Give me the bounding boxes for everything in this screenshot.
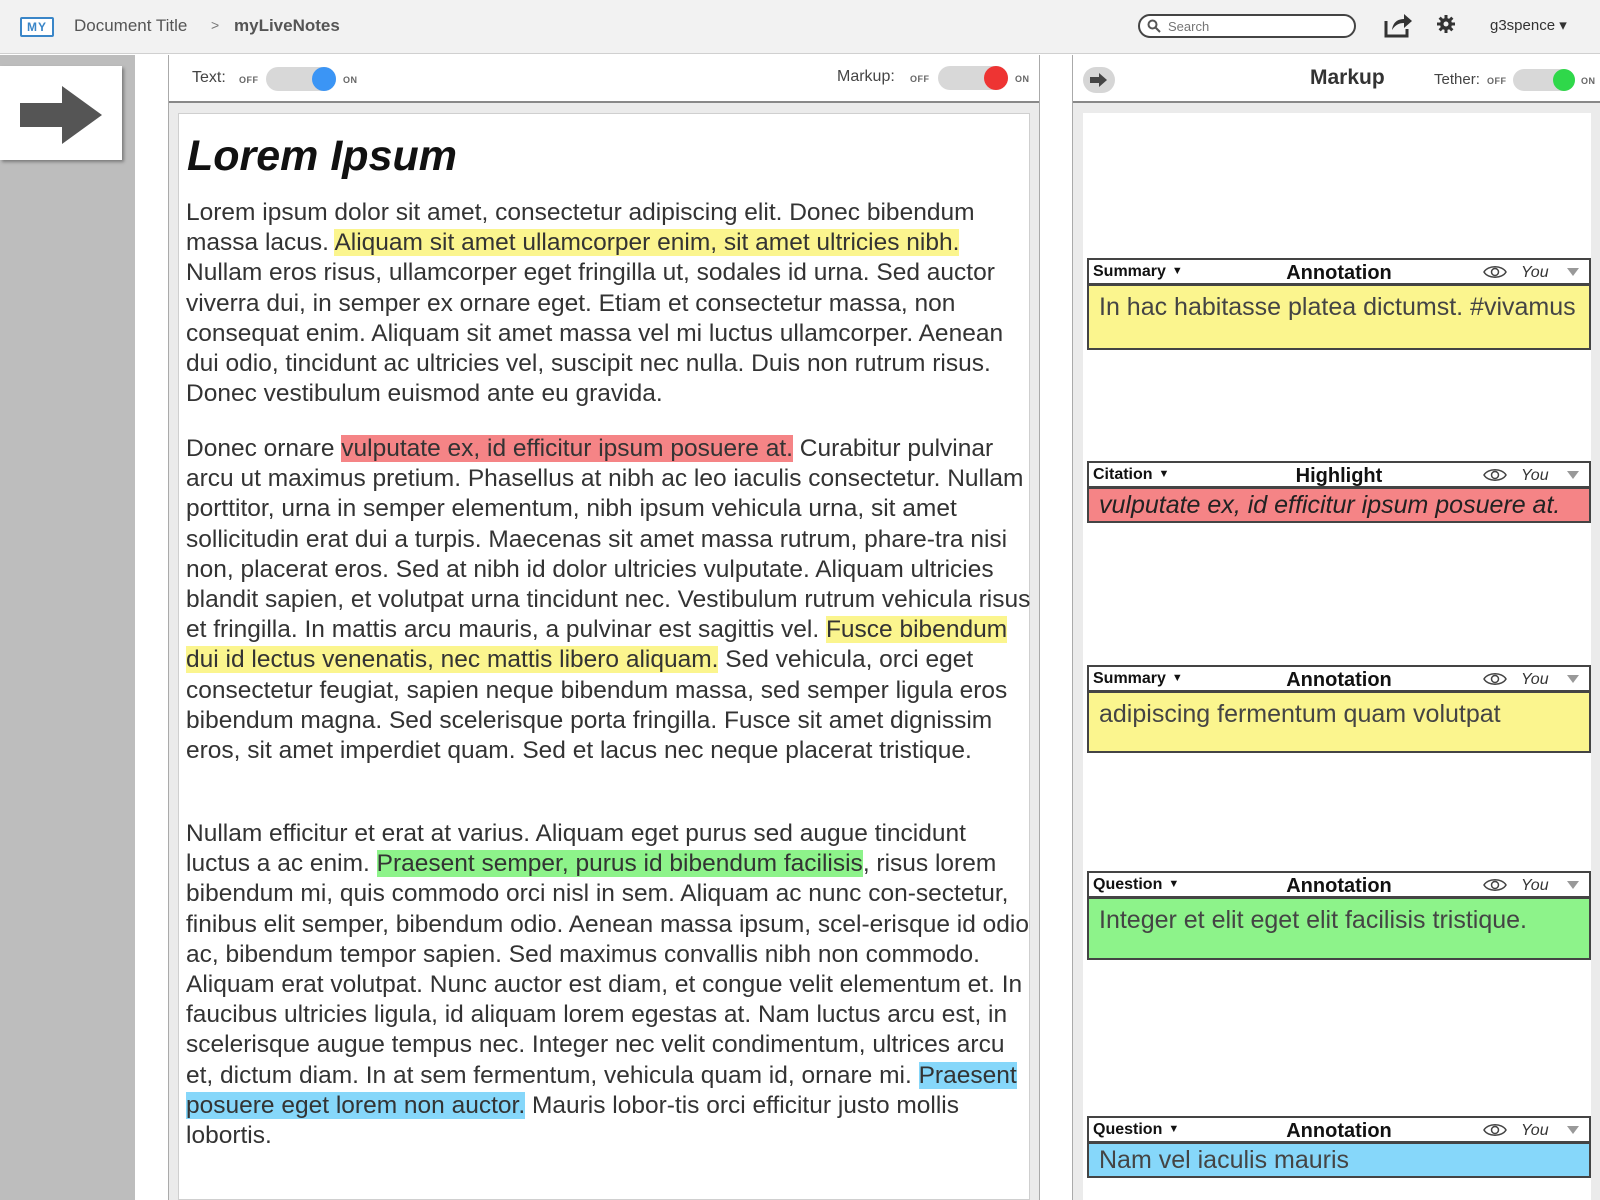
annotation-type-label: Citation xyxy=(1093,466,1153,483)
annotation-type-label: Summary xyxy=(1093,263,1166,280)
annotation-type-label: Question xyxy=(1093,876,1163,893)
annotation-type-dropdown[interactable] xyxy=(1093,670,1183,688)
breadcrumb-document-title[interactable]: Document Title xyxy=(74,16,188,35)
document-page xyxy=(178,113,1030,1200)
highlight-blue[interactable]: Praesent posuere eget lorem non auctor. xyxy=(186,1061,1017,1119)
text-span: Lorem ipsum dolor sit amet, consectetur adipiscing elit. Donec bibendum massa lacus. xyxy=(186,199,975,257)
annotation-card xyxy=(1087,461,1591,523)
app-logo[interactable]: MY xyxy=(20,17,54,37)
markup-toggle-on-label: ON xyxy=(1015,74,1030,84)
caret-down-icon: ▼ xyxy=(1168,1123,1180,1135)
breadcrumb-separator: > xyxy=(211,17,220,33)
annotation-header xyxy=(1087,1116,1591,1142)
document-title: Lorem Ipsum xyxy=(187,132,457,180)
arrow-right-icon xyxy=(20,86,102,144)
markup-toolbar xyxy=(1073,55,1600,103)
text-toggle-knob xyxy=(312,67,336,91)
collapse-markup-button[interactable] xyxy=(1083,67,1115,93)
highlight-red[interactable]: vulputate ex, id efficitur ipsum posuere at. xyxy=(341,435,793,462)
annotation-author[interactable]: You xyxy=(1521,671,1549,688)
annotation-header xyxy=(1087,665,1591,691)
eye-icon[interactable] xyxy=(1483,468,1507,482)
paragraph-1 xyxy=(186,198,1031,409)
annotation-type-dropdown[interactable] xyxy=(1093,466,1169,484)
text-span: Sed vehicula, orci eget consectetur feugiat, sapien neque bibendum massa, sed semper ligula eros bibendum magna. Sed scelerisque porta fringilla. Fusce sit amet dignissim eros, sit amet imperdiet quam. Sed et lacus nec neque placerat tristique. xyxy=(186,646,1008,765)
tether-toggle-on-label: ON xyxy=(1581,76,1596,86)
annotation-header xyxy=(1087,258,1591,284)
annotation-kind: Annotation xyxy=(1286,1120,1392,1142)
caret-down-icon: ▼ xyxy=(1171,672,1183,684)
markup-toggle-label: Markup: xyxy=(837,68,895,85)
highlight-yellow[interactable]: Fusce bibendum dui id lectus venenatis, nec mattis libero aliquam. xyxy=(186,616,1008,674)
expand-sidebar-button[interactable] xyxy=(0,66,122,160)
markup-list xyxy=(1083,113,1591,1200)
text-toggle[interactable] xyxy=(266,67,336,91)
text-toggle-label: Text: xyxy=(192,69,226,86)
text-toggle-off-label: OFF xyxy=(239,75,259,85)
top-bar xyxy=(0,0,1600,54)
markup-toggle[interactable] xyxy=(938,66,1008,90)
annotation-header xyxy=(1087,871,1591,897)
caret-down-icon: ▼ xyxy=(1158,468,1170,480)
paragraph-3 xyxy=(186,819,1031,1151)
text-span: Nullam eros risus, ullamcorper eget fringilla ut, sodales id urna. Sed auctor viverra dui, in semper ex ornare eget. Etiam et consectetur massa, non consequat enim. Aliquam sit amet massa vel mi luctus ullamcorper. Aenean dui odio, tincidunt ac ultricies vel, suscipit nec nulla. Duis non rutrum risus. Donec vestibulum euismod ante eu gravida. xyxy=(186,259,1004,408)
tether-toggle-label: Tether: xyxy=(1434,71,1480,88)
markup-panel xyxy=(1072,55,1600,1200)
highlight-yellow[interactable]: Aliquam sit amet ullamcorper enim, sit amet ultricies nibh. xyxy=(334,229,960,257)
text-span: Mauris lobor-tis orci efficitur justo mollis lobortis. xyxy=(186,1091,959,1150)
annotation-text[interactable]: vulputate ex, id efficitur ipsum posuere at. xyxy=(1087,487,1591,523)
chevron-down-icon[interactable] xyxy=(1567,268,1579,276)
annotation-text[interactable]: In hac habitasse platea dictumst. #vivamus xyxy=(1087,284,1591,350)
document-panel xyxy=(168,55,1040,1200)
annotation-type-dropdown[interactable] xyxy=(1093,1121,1179,1139)
gear-icon[interactable] xyxy=(1436,14,1456,34)
annotation-type-dropdown[interactable] xyxy=(1093,876,1179,894)
annotation-card xyxy=(1087,1116,1591,1178)
text-span: Donec ornare xyxy=(186,435,342,462)
search-icon xyxy=(1147,19,1161,33)
markup-toggle-off-label: OFF xyxy=(910,74,930,84)
document-toolbar xyxy=(169,55,1039,103)
search-input[interactable] xyxy=(1168,18,1348,35)
annotation-text[interactable]: Nam vel iaculis mauris xyxy=(1087,1142,1591,1178)
text-toggle-on-label: ON xyxy=(343,75,358,85)
annotation-author[interactable]: You xyxy=(1521,467,1549,484)
text-span: , risus lorem bibendum mi, quis commodo orci nisl in sem. Aliquam ac nunc con-sectetur, finibus elit semper, bibendum odio. Aenean massa ipsum, scel-erisque id odio ac, bibendum tempor sapien. Sed maximus convallis nibh non commodo. Aliquam erat volutpat. Nunc auctor est diam, et congue velit elementum et. In faucibus ultricies ligula, id aliquam lorem egestas at. Nam luctus arcu est, in scelerisque augue tempus nec. Integer nec velit condimentum, ultrices arcu et, dictum diam. In at sem fermentum, vehicula quam id, ornare mi. xyxy=(186,850,1030,1089)
eye-icon[interactable] xyxy=(1483,1123,1507,1137)
annotation-text[interactable]: Integer et elit eget elit facilisis tristique. xyxy=(1087,897,1591,960)
annotation-type-label: Summary xyxy=(1093,670,1166,687)
annotation-type-dropdown[interactable] xyxy=(1093,263,1183,281)
annotation-card xyxy=(1087,665,1591,753)
annotation-kind: Annotation xyxy=(1286,875,1392,897)
annotation-kind: Annotation xyxy=(1286,262,1392,284)
annotation-card xyxy=(1087,258,1591,350)
tether-toggle[interactable] xyxy=(1513,69,1575,91)
tether-toggle-knob xyxy=(1553,69,1575,91)
caret-down-icon: ▼ xyxy=(1168,878,1180,890)
annotation-header xyxy=(1087,461,1591,487)
annotation-text[interactable]: adipiscing fermentum quam volutpat xyxy=(1087,691,1591,753)
paragraph-2 xyxy=(186,434,1031,766)
chevron-down-icon[interactable] xyxy=(1567,881,1579,889)
eye-icon[interactable] xyxy=(1483,878,1507,892)
chevron-down-icon[interactable] xyxy=(1567,675,1579,683)
chevron-down-icon[interactable] xyxy=(1567,1126,1579,1134)
chevron-down-icon[interactable] xyxy=(1567,471,1579,479)
annotation-kind: Annotation xyxy=(1286,669,1392,691)
breadcrumb-app-name[interactable]: myLiveNotes xyxy=(234,16,340,35)
eye-icon[interactable] xyxy=(1483,265,1507,279)
user-menu[interactable]: g3spence ▾ xyxy=(1490,17,1567,34)
highlight-green[interactable]: Praesent semper, purus id bibendum facilisis xyxy=(376,850,863,878)
arrow-right-icon xyxy=(1083,67,1115,93)
annotation-author[interactable]: You xyxy=(1521,264,1549,281)
tether-toggle-off-label: OFF xyxy=(1487,76,1507,86)
annotation-author[interactable]: You xyxy=(1521,877,1549,894)
text-span: Nullam efficitur et erat at varius. Aliquam eget purus sed augue tincidunt luctus a ac enim. xyxy=(186,820,966,878)
markup-toggle-knob xyxy=(984,66,1008,90)
search-box[interactable] xyxy=(1138,14,1356,38)
share-icon[interactable] xyxy=(1383,11,1413,39)
annotation-type-label: Question xyxy=(1093,1121,1163,1138)
annotation-author[interactable]: You xyxy=(1521,1122,1549,1139)
text-span: Curabitur pulvinar arcu ut maximus pretium. Phasellus at nibh ac leo iaculis consectetur. Nullam porttitor, urna in semper elementum, nibh ipsum vehicula urna, sit amet sollicitudin erat dui a turpis. Maecenas sit amet massa rutrum, phare-tra nisi non, placerat eros. Sed at nibh id dolor ultricies vulputate. Aliquam ultricies blandit sapien, et volutpat urna tincidunt nec. Vestibulum rutrum vehicula risus et fringilla. In mattis arcu mauris, a pulvinar est sagittis vel. xyxy=(186,435,1031,644)
eye-icon[interactable] xyxy=(1483,672,1507,686)
annotation-card xyxy=(1087,871,1591,960)
markup-panel-title: Markup xyxy=(1310,66,1385,89)
annotation-kind: Highlight xyxy=(1295,465,1383,487)
caret-down-icon: ▼ xyxy=(1171,265,1183,277)
left-rail xyxy=(0,55,135,1200)
